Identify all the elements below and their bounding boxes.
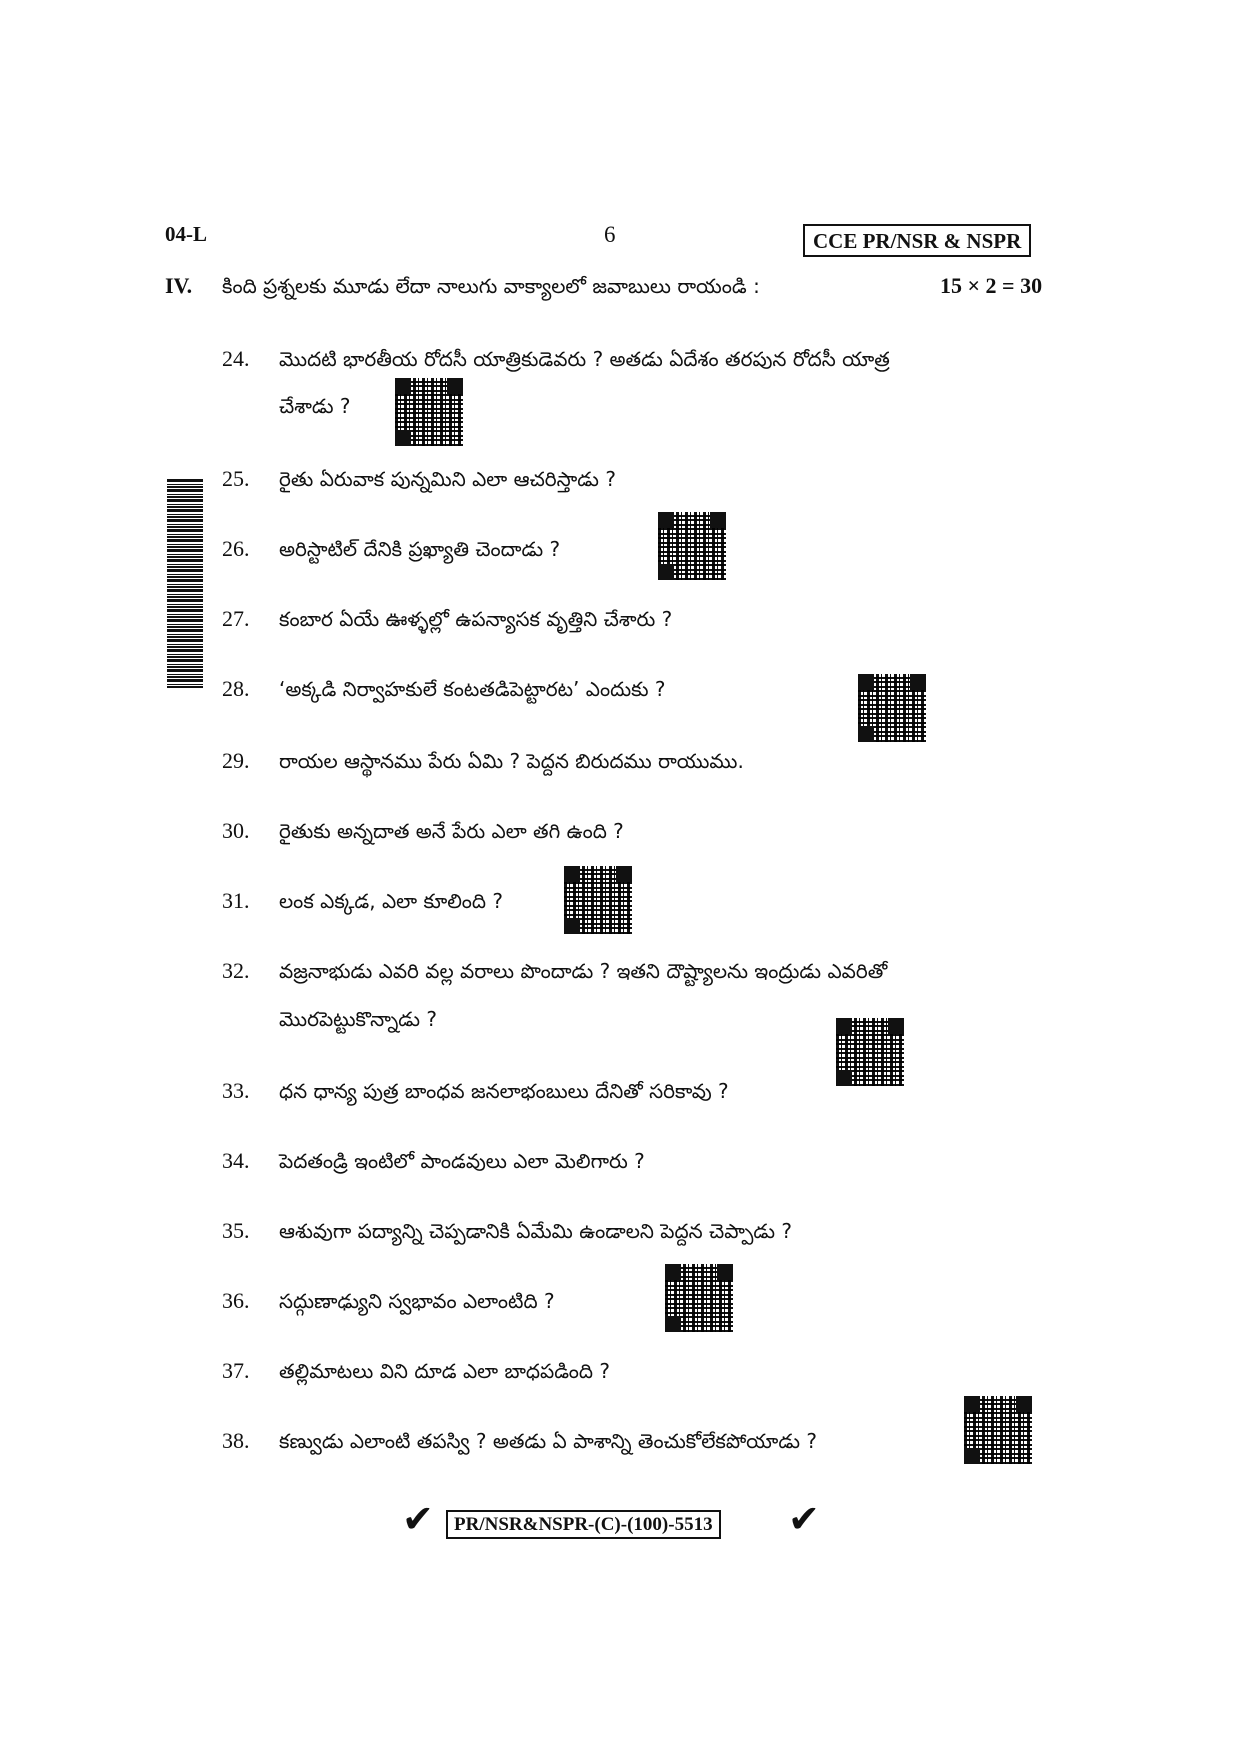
paper-code: 04-L — [165, 222, 207, 246]
question-number: 33. — [222, 1078, 250, 1103]
question-text-continued: చేశాడు ? — [279, 394, 351, 418]
question-text: ఆశువుగా పద్యాన్ని చెప్పడానికి ఏమేమి ఉండాలని పెద్దన చెప్పాడు ? — [279, 1219, 793, 1243]
section-marks: 15 × 2 = 30 — [940, 273, 1043, 298]
question-text: రాయల ఆస్థానము పేరు ఏమి ? పెద్దన బిరుదము రాయుము. — [279, 749, 744, 773]
question-number: 32. — [222, 958, 250, 983]
question-text: వజ్రనాభుడు ఎవరి వల్ల వరాలు పొందాడు ? ఇతని దౌష్ట్యాలను ఇంద్రుడు ఎవరితో — [279, 959, 888, 983]
question-number: 27. — [222, 606, 250, 631]
paper-id-box: CCE PR/NSR & NSPR — [803, 224, 1031, 257]
question-number: 34. — [222, 1148, 250, 1173]
question-number: 26. — [222, 536, 250, 561]
question-text: పెదతండ్రి ఇంటిలో పాండవులు ఎలా మెలిగారు ? — [279, 1149, 645, 1173]
question-number: 28. — [222, 676, 250, 701]
question-number: 38. — [222, 1428, 250, 1453]
page-number: 6 — [604, 222, 616, 247]
question-text-continued: మొరపెట్టుకొన్నాడు ? — [279, 1007, 437, 1031]
question-text: లంక ఎక్కడ, ఎలా కూలింది ? — [279, 889, 504, 913]
qr-code-icon — [395, 378, 463, 446]
question-text: రైతుకు అన్నదాత అనే పేరు ఎలా తగి ఉంది ? — [279, 819, 624, 843]
qr-code-icon — [564, 866, 632, 934]
question-text: ‘అక్కడి నిర్వాహకులే కంటతడిపెట్టారట’ ఎందుకు ? — [279, 677, 666, 701]
footer-code-box: PR/NSR&NSPR-(C)-(100)-5513 — [446, 1510, 721, 1539]
question-text: అరిస్టాటిల్ దేనికి ప్రఖ్యాతి చెందాడు ? — [279, 537, 561, 561]
section-number: IV. — [165, 273, 193, 298]
question-number: 30. — [222, 818, 250, 843]
question-number: 35. — [222, 1218, 250, 1243]
question-number: 24. — [222, 346, 250, 371]
question-text: రైతు ఏరువాక పున్నమిని ఎలా ఆచరిస్తాడు ? — [279, 467, 616, 491]
qr-code-icon — [658, 512, 726, 580]
barcode-icon — [167, 478, 203, 688]
question-number: 37. — [222, 1358, 250, 1383]
question-text: కంబార ఏయే ఊళ్ళల్లో ఉపన్యాసక వృత్తిని చేశారు ? — [279, 607, 673, 631]
question-number: 29. — [222, 748, 250, 773]
question-number: 36. — [222, 1288, 250, 1313]
qr-code-icon — [964, 1396, 1032, 1464]
question-text: మొదటి భారతీయ రోదసీ యాత్రికుడెవరు ? అతడు ఏదేశం తరపున రోదసీ యాత్ర — [279, 347, 890, 371]
question-text: సద్గుణాఢ్యుని స్వభావం ఎలాంటిది ? — [279, 1289, 555, 1313]
question-number: 25. — [222, 466, 250, 491]
question-text: కణ్వుడు ఎలాంటి తపస్వి ? అతడు ఏ పాశాన్ని తెంచుకోలేకపోయాడు ? — [279, 1429, 818, 1453]
question-text: ధన ధాన్య పుత్ర బాంధవ జనలాభంబులు దేనితో సరికావు ? — [279, 1079, 729, 1103]
check-mark-icon: ✔ — [788, 1497, 820, 1541]
section-instruction: కింది ప్రశ్నలకు మూడు లేదా నాలుగు వాక్యాలలో జవాబులు రాయండి : — [222, 274, 760, 298]
question-number: 31. — [222, 888, 250, 913]
question-text: తల్లిమాటలు విని దూడ ఎలా బాధపడింది ? — [279, 1359, 610, 1383]
qr-code-icon — [836, 1018, 904, 1086]
qr-code-icon — [665, 1264, 733, 1332]
check-mark-icon: ✔ — [402, 1497, 434, 1541]
qr-code-icon — [858, 674, 926, 742]
